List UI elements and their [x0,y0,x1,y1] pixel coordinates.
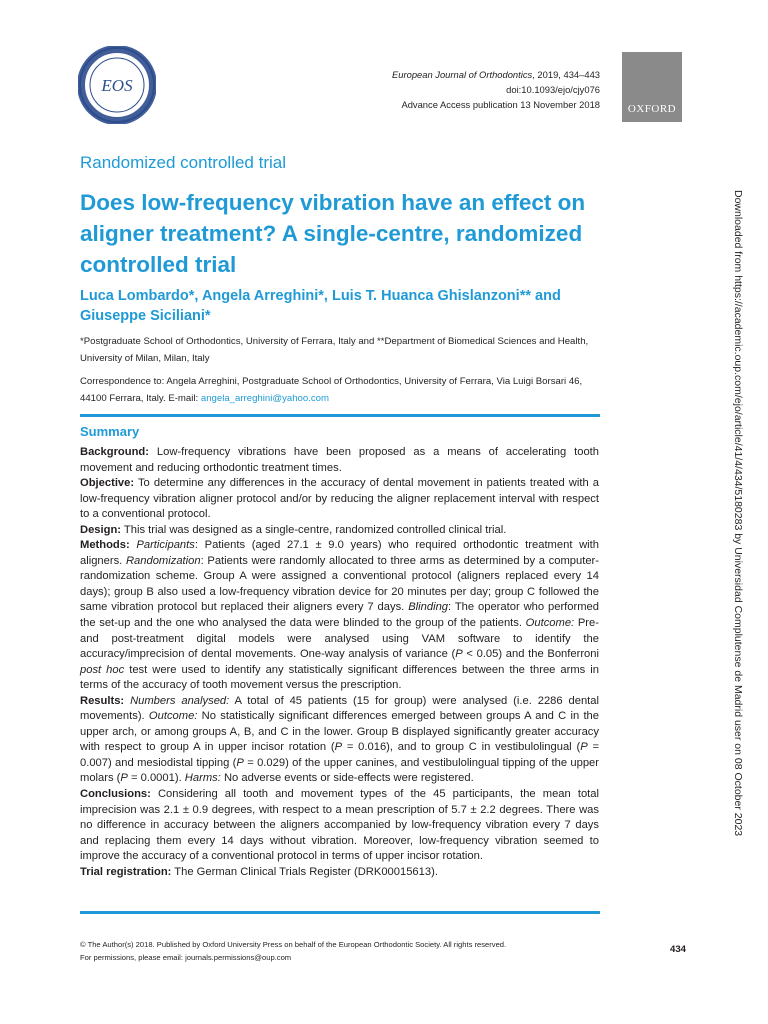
divider-bottom [80,911,600,914]
copyright: © The Author(s) 2018. Published by Oxford University Press on behalf of the European Orthodontic Society. All rights reserved. [80,940,507,949]
abstract-background: Background: Low-frequency vibrations have been proposed as a means of accelerating tooth movement and reducing orthodontic treatment times. [80,446,599,474]
email-link[interactable]: angela_arreghini@yahoo.com [200,392,330,404]
journal-name: European Journal of Orthodontics [392,69,533,80]
article-title: Does low-frequency vibration have an effect on aligner treatment? A single-centre, randomized controlled trial [80,190,586,277]
affiliation: *Postgraduate School of Orthodontics, University of Ferrara, Italy and **Department of Biomedical Sciences and Health, University of Milan, Milan, Italy [80,336,589,364]
author-name[interactable]: Angela Arreghini [201,288,319,304]
author-sep: , [194,288,202,304]
journal-info [392,67,600,112]
author-name[interactable]: Luis T. Huanca Ghislanzoni [331,288,520,304]
publisher-logo-text: OXFORD [627,103,677,115]
correspondence [80,374,600,407]
abstract-conclusions: Conclusions: Considering all tooth and movement types of the 45 participants, the mean total imprecision was 2.1 ± 0.9 degrees, with respect to a mean prescription of 5.7 ± 2.2 degrees. There was no difference in accuracy between the aligners accompanied by low-frequency vibration every 7 days and replacing them every 14 days without vibration. Moreover, low-frequency vibration seemed to improve the accuracy of a conventional protocol in terms of upper incisor rotation. [80,788,599,863]
publisher-logo [622,52,682,122]
eos-logo [78,46,156,124]
abstract-objective: Objective: To determine any differences in the accuracy of dental movement in patients treated with a low-frequency vibration aligner protocol and/or by reducing the aligner replacement interval with respect to a conventional protocol. [80,477,599,521]
author-mark: * [318,288,324,304]
divider-top [80,414,600,417]
download-watermark: Downloaded from https://academic.oup.com/ejo/article/41/4/434/5180283 by Universidad Complutense de Madrid user on 08 October 2023 [732,190,744,837]
abstract-body [80,445,599,880]
author-list [80,286,620,326]
author-name[interactable]: Luca Lombardo [80,288,189,304]
abstract-design: Design: This trial was designed as a single-centre, randomized controlled clinical trial. [80,523,507,536]
correspondence-text: Correspondence to: Angela Arreghini, Postgraduate School of Orthodontics, University of Ferrara, Via Luigi Borsari 46, 44100 Ferrara, Italy. E-mail: [80,376,583,404]
abstract-trial-registration: Trial registration: The German Clinical Trials Register (DRK00015613). [80,865,438,878]
journal-citation: , 2019, 434–443 [532,69,600,80]
permissions: For permissions, please email: journals.permissions@oup.com [80,953,292,962]
author-mark: * [204,308,211,324]
summary-heading: Summary [80,424,140,439]
page-number: 434 [670,944,687,955]
advance-access: Advance Access publication 13 November 2018 [401,99,600,110]
author-sep: , [323,288,332,304]
logo-text: EOS [101,76,133,95]
abstract-results: Results: Numbers analysed: A total of 45 patients (15 for group) were analysed (i.e. 2286 dental movements). Outcome: No statistically significant differences emerged between groups A and C in the upper arch, or among groups A, B, and C in the lower. Group B displayed significantly greater accuracy with respect to group A in upper incisor rotation (P = 0.016), and to group C in vestibulolingual (P = 0.007) and mesiodistal tipping (P = 0.029) of the upper canines, and vestibulolingual tipping of the upper molars (P = 0.0001). Harms: No adverse events or side-effects were registered. [80,694,600,785]
author-sep: and [531,288,561,304]
author-name[interactable]: Giuseppe Siciliani [80,308,205,324]
abstract-methods: Methods: Participants: Patients (aged 27.1 ± 9.0 years) who required orthodontic treatment with aligners. Randomization: Patients were randomly allocated to three arms as determined by a computer-randomization scheme. Group A were assigned a conventional protocol (aligners replaced every 14 days); group B also used a low-frequency vibration device for 20 minutes per day; group C followed the same vibration protocol but replaced their aligners every 7 days. Blinding: The operator who performed the set-up and the one who analysed the data were blinded to the group of the patients. Outcome: Pre- and post-treatment digital models were analysed using VAM software to identify the accuracy/imprecision of dental movements. One-way analysis of variance (P < 0.05) and the Bonferroni post hoc test were used to identify any statistically significant differences between the three arms in terms of the accuracy of tooth movement versus the prescription. [80,539,599,692]
article-type: Randomized controlled trial [80,153,286,172]
author-mark: * [188,288,195,304]
author-mark: ** [519,288,531,304]
footer [80,938,580,964]
doi[interactable]: doi:10.1093/ejo/cjy076 [506,84,600,95]
